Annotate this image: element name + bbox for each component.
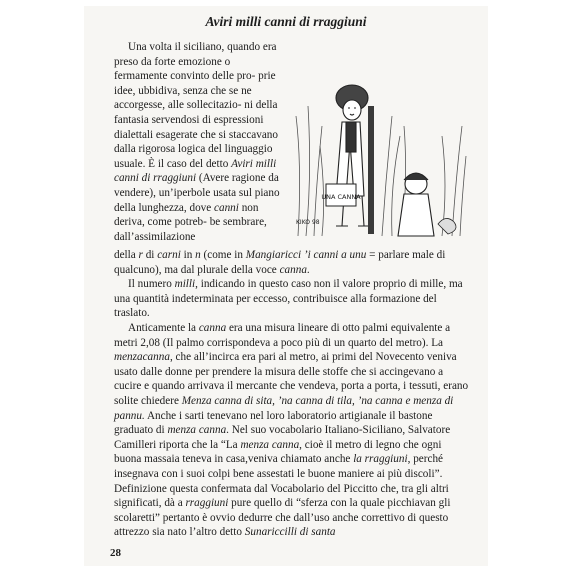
text-line: . [306,263,310,276]
italic-text: menza canna [167,424,227,437]
idiom-text: Mangiaricci ’i canni a unu [245,249,367,261]
text-line: logica del linguaggio usuale. È [114,143,273,170]
italic-text: rraggiuni [185,497,229,510]
idiom-text: Aviri milli canni [114,157,277,185]
text-line: il caso del detto [157,157,229,170]
italic-text: canna [198,321,227,334]
italic-text: milli [174,278,196,291]
idiom-text: canni [214,201,239,214]
text-line: espressioni dialettali esagerate [114,113,264,141]
text-line: . Nel suo vocabolario Italiano-Siciliano, Salvatore Camilleri riporta che la “La [114,424,451,451]
text-line: ne accorgesse, alle sollecitazio- [114,84,252,112]
paragraph-3 [114,321,470,540]
page-number: 28 [110,547,121,559]
text-line: prie idee, ubbidiva, senza che se [114,70,276,97]
idiom-text: Menza canna di sita, ’na canna di tila, ’na canna e menza di pannu. [114,394,454,422]
italic-text: carni [157,249,181,261]
reed-grass [296,106,466,236]
text-line: Anche i sarti tenevano nel loro laboratorio artigianale il bastone graduato di [114,409,433,437]
text-line: pure quello di “sferza con la quale picchiavan gli scolaretti” pertanto è ovvio dedurre che dall’uso anche correttivo di questo attrezzo sia nato l’altro detto [114,497,451,539]
text-line: qualcuno), ma dal plurale della voce [114,263,277,276]
text-line: che si staccavano dalla rigorosa [114,128,278,156]
paragraph-2 [114,277,470,321]
text-line: Una volta il siciliano, quando [128,41,261,53]
text-line: ni della fantasia servendosi di [114,99,278,126]
italic-text: menza canna [240,438,300,451]
text-line: (come in [203,249,243,261]
text-line: be sembrare, dall’assimilazione [114,216,267,243]
text-line: non deriva, come potreb- [114,201,259,229]
italic-text: n [195,249,201,261]
woman-figure [398,173,434,236]
text-line: = parlare male di [369,249,446,261]
text-line: , perché insegnava con i suoi colpi bene assestati le buone maniere ai più discoli”. Definizione questa confermata dal Vocabolario del Piccitto che, tra gli altri significati, dà a [114,453,449,510]
text-line: fermamente convinto delle pro- [114,70,256,83]
book-page [84,6,488,566]
intro-column [114,40,284,244]
text-line: era preso da forte emozione o [114,41,277,68]
sign-text: UNA CANNA [321,193,361,201]
text-line: era una misura lineare di otto palmi equivalente a metri 2,08 (Il palmo corrispondeva a poco più di un quarto del metro). La [114,321,451,349]
cartoon-illustration [292,76,468,244]
page-title: Aviri milli canni di rraggiuni [205,14,367,29]
text-line: , indicando in questo caso non il valore proprio di mille, ma una quantità indeterminata per eccesso, contribuisce alla formazione del traslato. [114,278,463,320]
text-line: piano della lunghezza, dove [114,186,280,214]
italic-text: la rraggiuni [353,453,408,466]
paragraph-1-continued [114,248,470,277]
italic-text: canna [279,263,307,276]
text-line: della [114,249,136,261]
artist-signature: KIKO 98 [296,219,320,226]
italic-text: r [138,249,143,261]
text-line: (Avere ragione da [198,172,279,185]
main-text [114,248,470,540]
sign-board [321,184,361,206]
text-line: vendere), un’iperbole usata sul [114,186,252,199]
idiom-text: di rraggiuni [141,172,197,185]
italic-text: menzacanna [114,351,170,364]
text-line: , che all’incirca era pari al metro, ai primi del Novecento veniva usato dalle donne per prendere la misura delle stoffe che si accingevano a cucire e quando arrivava il mercante che vendeva, porta a porta, i tessuti, erano solite chiedere [114,351,469,407]
text-line: Anticamente la [128,321,197,334]
text-line: , cioè il metro di legno che ogni buona massaia teneva in casa,veniva chiamato anche [114,438,442,466]
measuring-stick [368,106,374,234]
text-line: in [183,249,193,261]
text-line: di [145,249,155,261]
text-line: Il numero [128,278,172,291]
idiom-text: Sunariccilli di santa [244,526,336,539]
paragraph-1 [114,40,284,244]
